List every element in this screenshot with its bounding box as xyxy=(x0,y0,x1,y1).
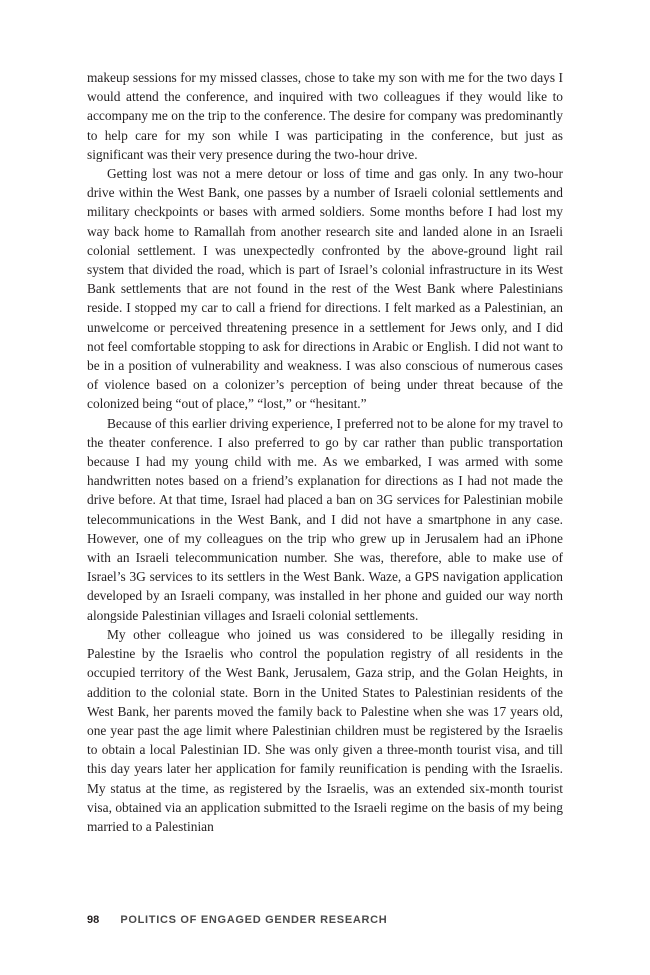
running-title: POLITICS OF ENGAGED GENDER RESEARCH xyxy=(120,914,388,926)
page-number: 98 xyxy=(87,914,100,926)
paragraph-getting-lost: Getting lost was not a mere detour or loss of time and gas only. In any two-hour drive within the West Bank, one passes by a number of Israeli colonial settlements and military checkpoints or bases with armed soldiers. Some months before I had lost my way back home to Ramallah from another research site and landed alone in an Israeli colonial settlement. I was unexpectedly confronted by the above-ground light rail system that divided the road, which is part of Israel’s colonial infrastructure in its West Bank settlements that are not found in the rest of the West Bank where Palestinians reside. I stopped my car to call a friend for directions. I felt marked as a Palestinian, an unwelcome or perceived threatening presence in a settlement for Jews only, and I did not feel comfortable stopping to ask for directions in Arabic or English. I did not want to be in a position of vulnerability and weakness. I was also conscious of numerous cases of violence based on a colonizer’s perception of being under threat because of the colonized being “out of place,” “lost,” or “hesitant.” xyxy=(87,166,563,412)
paragraph-other-colleague: My other colleague who joined us was considered to be illegally residing in Palestine by the Israelis who control the population registry of all residents in the occupied territory of the West Bank, Jerusalem, Gaza strip, and the Golan Heights, in addition to the colonial state. Born in the United States to Palestinian residents of the West Bank, her parents moved the family back to Palestine when she was 17 years old, one year past the age limit where Palestinian children must be registered by the Israelis to obtain a local Palestinian ID. She was only given a three-month tourist visa, and till this day years later her application for family reunification is pending with the Israelis. My status at the time, as registered by the Israelis, was an extended six-month tourist visa, obtained via an application submitted to the Israeli regime on the basis of my being married to a Palestinian xyxy=(87,626,563,834)
page-footer xyxy=(87,914,387,926)
paragraph-driving-experience: Because of this earlier driving experience, I preferred not to be alone for my travel to the theater conference. I also preferred to go by car rather than public transportation because I had my young child with me. As we embarked, I was armed with some handwritten notes based on a friend’s explanation for directions as I had not made the drive before. At that time, Israel had placed a ban on 3G services for Palestinian mobile telecommunications in the West Bank, and I did not have a smartphone in any case. However, one of my colleagues on the trip who grew up in Jerusalem had an iPhone with an Israeli telecommunication number. She was, therefore, able to make use of Israel’s 3G services to its settlers in the West Bank. Waze, a GPS navigation application developed by an Israeli company, was installed in her phone and guided our way north alongside Palestinian villages and Israeli colonial settlements. xyxy=(87,415,563,623)
body-text xyxy=(87,68,563,836)
paragraph-continued: makeup sessions for my missed classes, chose to take my son with me for the two days I would attend the conference, and inquired with two colleagues if they would like to accompany me on the trip to the conference. The desire for company was predominantly to help care for my son while I was participating in the conference, but just as significant was their very presence during the two-hour drive. xyxy=(87,70,563,162)
